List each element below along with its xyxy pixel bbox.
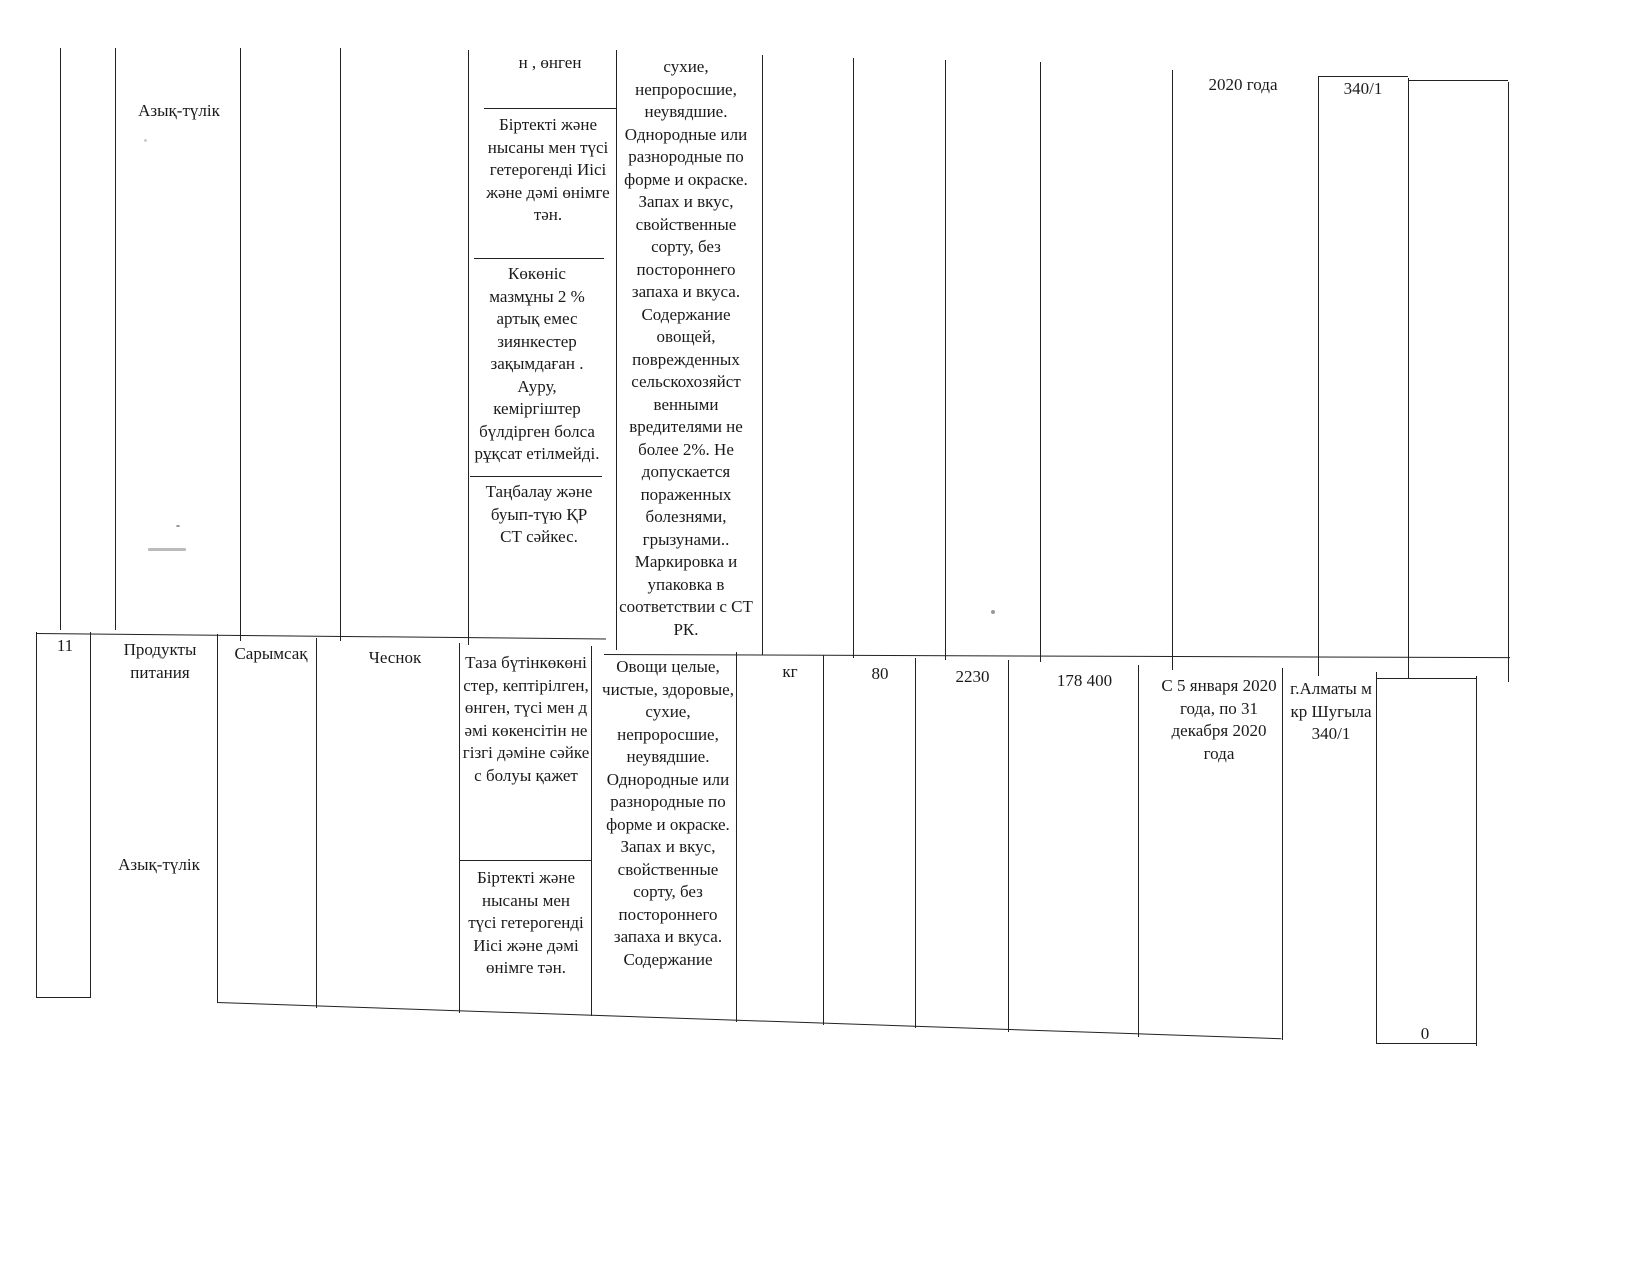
- table-border: [1376, 672, 1377, 1044]
- table-border: [459, 643, 460, 1013]
- table-border: [470, 476, 602, 477]
- delivery-address: г.Алматы мкр Шугыла 340/1: [1290, 679, 1372, 743]
- scan-speck: [144, 139, 147, 142]
- table-border: [1318, 76, 1408, 77]
- row-label-kz: Азық-түлік: [138, 101, 220, 120]
- kz-requirement-1: Таза бүтінкөкөністер, кептірілген, өнген, түсі мен дәмі көкенсітін негізгі дәміне сәйкес болуы қажет: [462, 653, 590, 785]
- table-border: [762, 55, 763, 655]
- extra-value: 0: [1420, 1024, 1430, 1043]
- table-border: [1138, 665, 1139, 1037]
- table-border: [1172, 70, 1173, 670]
- ru-requirements: сухие, непроросшие, неувядшие. Однородные или разнородные по форме и окраске. Запах и вкус, свойственные сорту, без постороннего запаха и вкуса. Содержание овощей, поврежденных сельскохозяйст венными вредителями не более 2%. Не допускается пораженных болезнями, грызунами.. Маркировка и упаковка в соответствии с СТ РК.: [619, 57, 753, 639]
- unit: кг: [782, 662, 798, 681]
- category-kz: Азық-түлік: [118, 855, 200, 874]
- kz-requirement-3: Көкөніс мазмұны 2 % артық емес зиянкестер зақымдаған . Ауру, кеміргіштер бүлдірген болса рұқсат етілмейді.: [474, 264, 600, 463]
- table-border: [1408, 80, 1508, 81]
- category-ru: Продукты питания: [123, 640, 197, 682]
- table-border: [1376, 678, 1476, 679]
- product-name-ru: Чеснок: [368, 648, 422, 667]
- delivery-term: С 5 января 2020 года, по 31 декабря 2020 года: [1161, 676, 1277, 763]
- product-name-kz: Сарымсақ: [234, 644, 308, 663]
- table-border: [1508, 82, 1509, 682]
- table-border: [823, 655, 824, 1025]
- table-border: [340, 48, 341, 641]
- table-bottom-border: [217, 1002, 1281, 1039]
- table-border: [1408, 78, 1409, 678]
- total-amount: 178 400: [1056, 671, 1113, 690]
- table-border: [316, 638, 317, 1008]
- kz-requirement-4: Таңбалау және буып-түю ҚР СТ сәйкес.: [485, 482, 593, 546]
- table-border: [1318, 76, 1319, 676]
- scan-speck: [148, 548, 186, 551]
- table-border: [240, 48, 241, 641]
- table-border: [915, 658, 916, 1028]
- scan-speck: [991, 610, 995, 614]
- table-bottom-border: [36, 997, 90, 998]
- table-border: [459, 860, 591, 861]
- table-border: [484, 108, 616, 109]
- table-border: [1282, 668, 1283, 1040]
- table-border: [945, 60, 946, 660]
- table-border: [1008, 660, 1009, 1032]
- ru-requirements: Овощи целые, чистые, здоровые, сухие, непроросшие, неувядшие. Однородные или разнородные по форме и окраске. Запах и вкус, свойственные сорту, без постороннего запаха и вкуса. Содержание: [602, 657, 734, 969]
- table-border: [591, 646, 592, 1016]
- table-border: [115, 48, 116, 630]
- row-number: 11: [56, 636, 74, 655]
- kz-requirement-1: н , өнген: [518, 53, 582, 72]
- table-border: [853, 58, 854, 658]
- table-border: [1040, 62, 1041, 662]
- table-border: [468, 50, 469, 645]
- unit-price: 2230: [955, 667, 990, 686]
- table-border: [474, 258, 604, 259]
- table-border: [60, 48, 61, 630]
- address-tail: 340/1: [1343, 79, 1383, 98]
- table-border: [90, 632, 91, 998]
- table-border: [36, 632, 37, 997]
- delivery-term-tail: 2020 года: [1208, 75, 1278, 94]
- kz-requirement-2: Біртекті және нысаны мен түсі гетерогенді Иісі және дәмі өнімге тән.: [468, 868, 584, 977]
- scan-speck: [176, 525, 180, 527]
- table-border: [217, 634, 218, 1002]
- kz-requirement-2: Біртекті және нысаны мен түсі гетерогенді Иісі және дәмі өнімге тән.: [486, 115, 610, 224]
- quantity: 80: [871, 664, 889, 683]
- table-border: [1476, 676, 1477, 1046]
